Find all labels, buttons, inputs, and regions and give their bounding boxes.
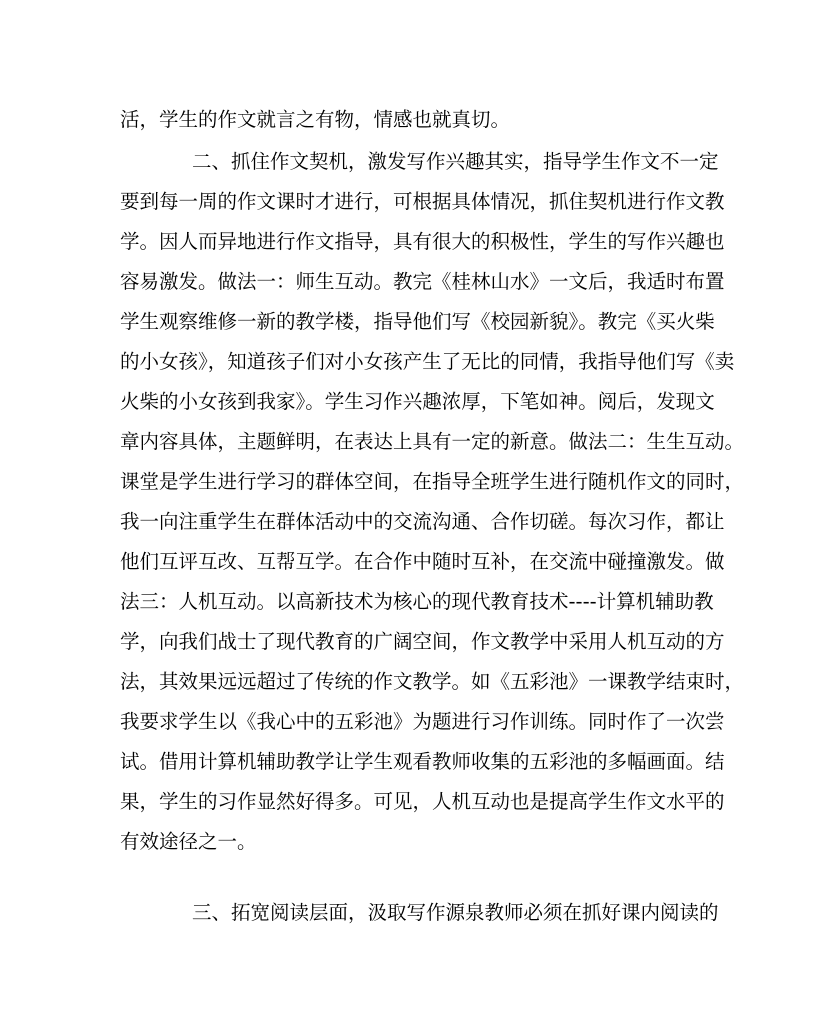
paragraph-2-line-14: 法，其效果远远超过了传统的作文教学。如《五彩池》一课教学结束时， <box>120 670 745 693</box>
paragraph-2-line-16: 试。借用计算机辅助教学让学生观看教师收集的五彩池的多幅画面。结 <box>120 750 725 773</box>
paragraph-2-line-18: 有效途径之一。 <box>120 830 257 853</box>
paragraph-2-line-15: 我要求学生以《我心中的五彩池》为题进行习作训练。同时作了一次尝 <box>120 710 725 733</box>
paragraph-1-line-1: 活，学生的作文就言之有物，情感也就真切。 <box>120 108 511 131</box>
paragraph-2-line-9: 课堂是学生进行学习的群体空间，在指导全班学生进行随机作文的同时， <box>120 470 745 493</box>
paragraph-2-line-12: 法三：人机互动。以高新技术为核心的现代教育技术----计算机辅助教 <box>120 590 714 613</box>
paragraph-2-line-4: 容易激发。做法一：师生互动。教完《桂林山水》一文后，我适时布置 <box>120 270 725 293</box>
paragraph-2-line-1: 二、抓住作文契机，激发写作兴趣其实，指导学生作文不一定 <box>192 150 719 173</box>
paragraph-2-line-13: 学，向我们战士了现代教育的广阔空间，作文教学中采用人机互动的方 <box>120 630 725 653</box>
paragraph-2-line-17: 果，学生的习作显然好得多。可见，人机互动也是提高学生作文水平的 <box>120 790 725 813</box>
paragraph-2-line-7: 火柴的小女孩到我家》。学生习作兴趣浓厚，下笔如神。阅后，发现文 <box>120 390 715 413</box>
paragraph-2-line-10: 我一向注重学生在群体活动中的交流沟通、合作切磋。每次习作，都让 <box>120 510 725 533</box>
paragraph-2-line-2: 要到每一周的作文课时才进行，可根据具体情况，抓住契机进行作文教 <box>120 190 725 213</box>
paragraph-2-line-5: 学生观察维修一新的教学楼，指导他们写《校园新貌》。教完《买火柴 <box>120 310 715 333</box>
paragraph-2-line-6: 的小女孩》，知道孩子们对小女孩产生了无比的同情，我指导他们写《卖 <box>120 350 735 373</box>
paragraph-3-line-1: 三、拓宽阅读层面，汲取写作源泉教师必须在抓好课内阅读的 <box>192 901 719 924</box>
paragraph-2-line-11: 他们互评互改、互帮互学。在合作中随时互补，在交流中碰撞激发。做 <box>120 550 725 573</box>
paragraph-2-line-8: 章内容具体，主题鲜明，在表达上具有一定的新意。做法二：生生互动。 <box>120 430 745 453</box>
paragraph-2-line-3: 学。因人而异地进行作文指导，具有很大的积极性，学生的写作兴趣也 <box>120 230 725 253</box>
